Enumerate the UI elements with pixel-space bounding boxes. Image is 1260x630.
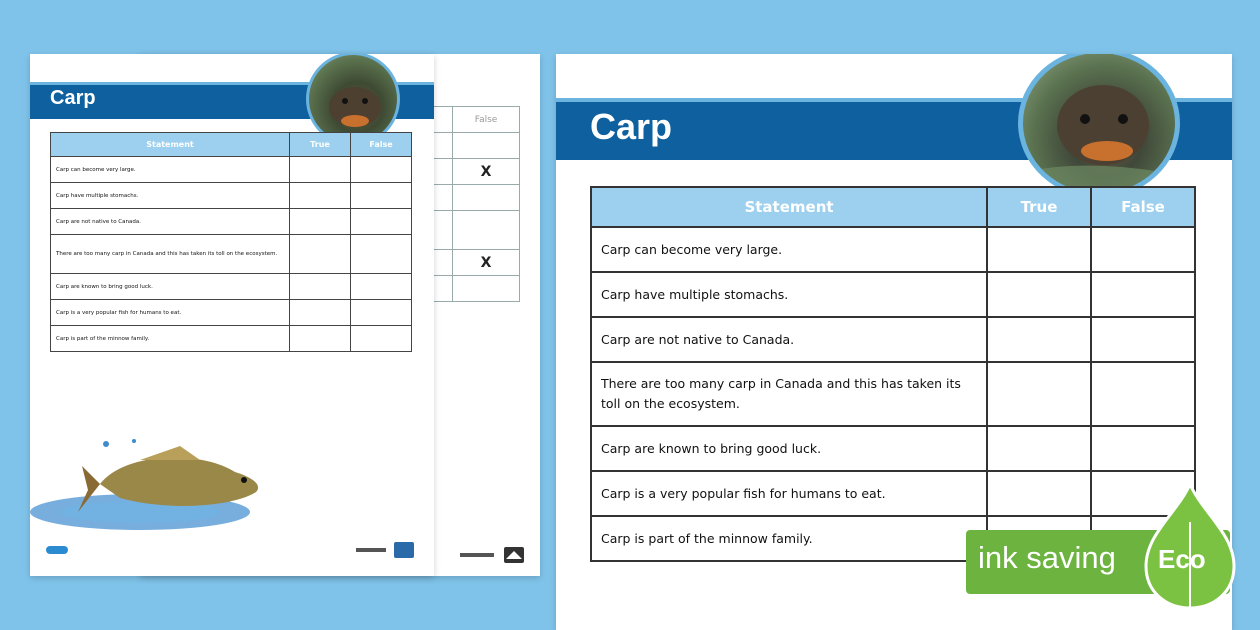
true-cell <box>987 227 1091 272</box>
header-statement: Statement <box>591 187 987 227</box>
true-cell <box>987 426 1091 471</box>
true-cell <box>290 326 351 352</box>
worksheet-title: Carp <box>50 87 96 109</box>
header-statement: Statement <box>51 133 290 157</box>
statement-table <box>590 186 1196 562</box>
statement-cell: There are too many carp in Canada and this has taken its toll on the ecosystem. <box>591 362 987 426</box>
statement-cell: There are too many carp in Canada and this has taken its toll on the ecosystem. <box>51 235 290 274</box>
header-false: False <box>1091 187 1195 227</box>
answer-cell <box>453 211 520 250</box>
statement-cell: Carp is part of the minnow family. <box>591 516 987 561</box>
statement-cell: Carp have multiple stomachs. <box>51 183 290 209</box>
true-cell <box>290 235 351 274</box>
false-cell <box>1091 227 1195 272</box>
statement-cell: Carp is a very popular fish for humans to eat. <box>51 300 290 326</box>
true-cell <box>987 362 1091 426</box>
worksheet-preview <box>30 54 434 576</box>
statement-cell: Carp can become very large. <box>591 227 987 272</box>
eco-label: Eco <box>1158 544 1206 574</box>
answer-cell <box>453 133 520 159</box>
false-cell <box>1091 426 1195 471</box>
statement-cell: Carp are known to bring good luck. <box>591 426 987 471</box>
statement-cell: Carp is a very popular fish for humans to eat. <box>591 471 987 516</box>
brand-logo-icon <box>46 546 68 554</box>
false-cell <box>351 209 412 235</box>
answer-cell <box>453 185 520 211</box>
false-cell <box>351 235 412 274</box>
false-cell <box>351 183 412 209</box>
worksheet-title: Carp <box>590 106 673 147</box>
publisher-logo-icon <box>460 546 530 564</box>
answer-cell <box>453 276 520 302</box>
false-cell <box>351 157 412 183</box>
statement-cell: Carp are not native to Canada. <box>591 317 987 362</box>
statement-cell: Carp are not native to Canada. <box>51 209 290 235</box>
ink-saving-label: ink saving <box>978 540 1116 575</box>
true-cell <box>987 272 1091 317</box>
false-cell <box>1091 362 1195 426</box>
true-cell <box>290 209 351 235</box>
header-true: True <box>290 133 351 157</box>
header-false: False <box>351 133 412 157</box>
false-cell <box>351 326 412 352</box>
statement-cell: Carp can become very large. <box>51 157 290 183</box>
statement-table <box>50 132 412 352</box>
true-cell <box>290 183 351 209</box>
publisher-logo-icon <box>356 542 416 558</box>
carp-face-icon <box>1023 54 1175 193</box>
true-cell <box>987 471 1091 516</box>
carp-illustration-icon <box>30 438 270 534</box>
false-cell <box>1091 272 1195 317</box>
statement-cell: Carp have multiple stomachs. <box>591 272 987 317</box>
header-true: True <box>987 187 1091 227</box>
true-cell <box>290 157 351 183</box>
true-cell <box>290 300 351 326</box>
statement-cell: Carp is part of the minnow family. <box>51 326 290 352</box>
carp-face-icon <box>309 55 397 143</box>
false-cell <box>351 300 412 326</box>
true-cell <box>987 317 1091 362</box>
false-cell <box>1091 317 1195 362</box>
carp-photo <box>1018 54 1180 198</box>
answer-cell: X <box>453 159 520 185</box>
false-cell <box>351 274 412 300</box>
answer-cell: X <box>453 250 520 276</box>
answer-header-false: False <box>453 107 520 133</box>
true-cell <box>290 274 351 300</box>
statement-cell: Carp are known to bring good luck. <box>51 274 290 300</box>
